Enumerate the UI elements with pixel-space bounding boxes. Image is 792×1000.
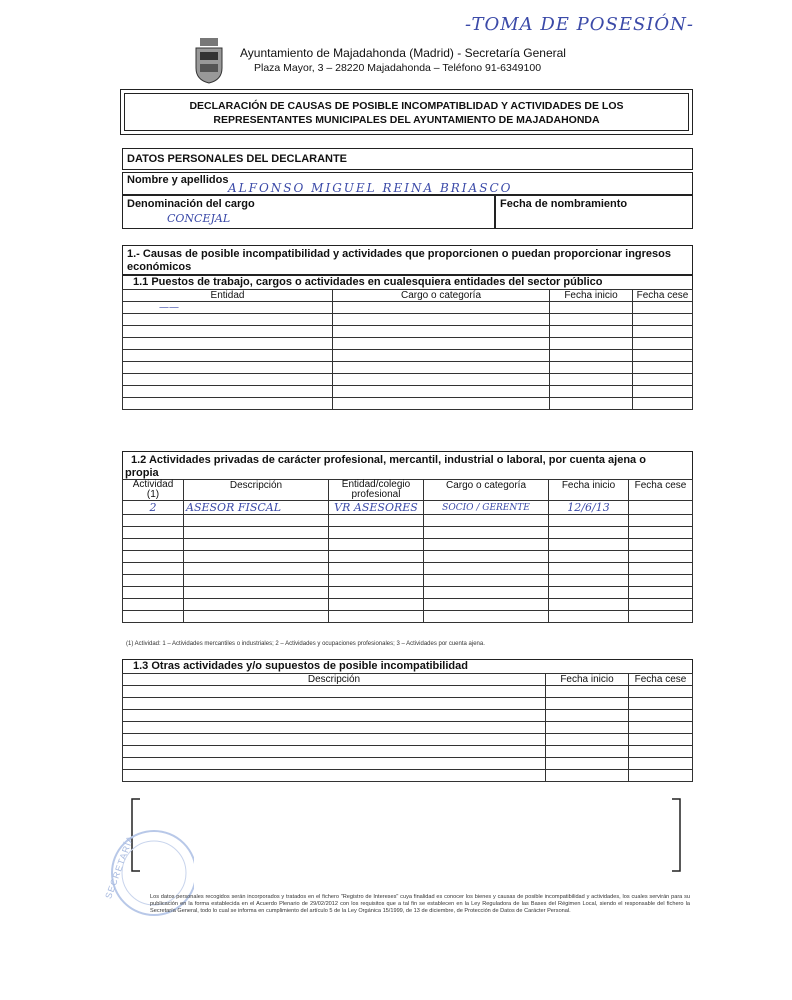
col-descripcion: Descripción [123, 674, 546, 686]
section13-title: 1.3 Otras actividades y/o supuestos de posible incompatibilidad [133, 660, 468, 672]
table-row[interactable] [123, 575, 693, 587]
handwritten-header: -TOMA DE POSESIÓN- [465, 14, 695, 35]
section12-header [122, 451, 693, 479]
stamp-text: SECRETARÍA [103, 833, 136, 901]
table-row[interactable] [123, 587, 693, 599]
col-fecha-cese: Fecha cese [629, 674, 693, 686]
section12-title-line1: 1.2 Actividades privadas de carácter profesional, mercantil, industrial o laboral, por cuenta ajena o [131, 454, 646, 466]
table-row[interactable] [123, 314, 693, 326]
footnote: (1) Actividad: 1 – Actividades mercantiles o industriales; 2 – Actividades y ocupaciones profesionales; 3 – Actividades por cuenta ajena. [126, 641, 485, 647]
legal-notice: Los datos personales recogidos serán incorporados y tratados en el fichero "Registro de Intereses" cuya finalidad es conocer los bienes y causas de posible incompatibilidad y actividades, los cuales servirán para su publicación en la forma establecida en el Acuerdo Plenario de 29/02/2012 con los requisitos que a tal fin se establecen en la Ley Reguladora de las Bases del Régimen Local, siendo el responsable del fichero la Secretaría General, todo lo cual se informa en cumplimiento del artículo 5 de la Ley Orgánica 15/1999, de 13 de diciembre, de Protección de Datos de Carácter Personal. [150, 894, 690, 914]
table-row[interactable] [123, 527, 693, 539]
table-row[interactable] [123, 722, 693, 734]
table-1-2-header [123, 480, 693, 501]
table-row[interactable] [123, 398, 693, 410]
section12-title-line2: propia [125, 467, 159, 479]
table-row[interactable] [123, 326, 693, 338]
cargo-value: CONCEJAL [167, 212, 231, 225]
title-line2: REPRESENTANTES MUNICIPALES DEL AYUNTAMIENTO DE MAJADAHONDA [213, 114, 600, 126]
cargo-field[interactable] [122, 195, 495, 229]
table-row[interactable] [123, 599, 693, 611]
table-row[interactable] [123, 374, 693, 386]
table-row[interactable] [123, 501, 693, 515]
personal-section-header [122, 148, 693, 170]
cargo-label: Denominación del cargo [127, 198, 255, 210]
section11-header [122, 275, 693, 289]
header-line2: Plaza Mayor, 3 – 28220 Majadahonda – Teléfono 91-6349100 [254, 62, 542, 74]
table-row[interactable] [123, 362, 693, 374]
table-row[interactable] [123, 386, 693, 398]
col-fecha-cese: Fecha cese [633, 290, 693, 302]
name-value: ALFONSO MIGUEL REINA BRIASCO [228, 181, 513, 195]
col-entidad: Entidad [123, 290, 333, 302]
personal-section-label: DATOS PERSONALES DEL DECLARANTE [127, 153, 348, 165]
cell-entidad: VR ASESORES [329, 501, 424, 515]
col-fecha-cese: Fecha cese [629, 480, 693, 501]
cell-fecha-inicio: 12/6/13 [549, 501, 629, 515]
table-row[interactable] [123, 563, 693, 575]
col-cargo-categoria: Cargo o categoría [424, 480, 549, 501]
table-row[interactable] [123, 710, 693, 722]
table-row[interactable] [123, 698, 693, 710]
section1-title-line2: económicos [127, 261, 192, 273]
table-row[interactable] [123, 338, 693, 350]
table-1-1-header [123, 290, 693, 302]
name-label: Nombre y apellidos [127, 174, 229, 186]
table-row[interactable] [123, 515, 693, 527]
col-actividad: Actividad (1) [123, 480, 184, 501]
table-row[interactable] [123, 686, 693, 698]
title-line1: DECLARACIÓN DE CAUSAS DE POSIBLE INCOMPATIBLIDAD Y ACTIVIDADES DE LOS [189, 100, 624, 112]
cell-cargo: SOCIO / GERENTE [424, 501, 549, 515]
table-row[interactable] [123, 551, 693, 563]
table-1-3-header [123, 674, 693, 686]
col-cargo: Cargo o categoría [333, 290, 550, 302]
section1-title-line1: 1.- Causas de posible incompatibilidad y actividades que proporcionen o puedan proporcionar ingresos [127, 248, 671, 260]
title-box [120, 89, 693, 135]
table-row[interactable] [123, 539, 693, 551]
fecha-nombramiento-field[interactable] [495, 195, 693, 229]
section1-header [122, 245, 693, 275]
bracket-frame [128, 795, 684, 875]
header-line1: Ayuntamiento de Majadahonda (Madrid) - Secretaría General [240, 46, 566, 60]
table-1-3 [122, 673, 693, 782]
table-row[interactable] [123, 770, 693, 782]
dash-mark: —— [159, 302, 179, 313]
col-descripcion: Descripción [184, 480, 329, 501]
col-fecha-inicio: Fecha inicio [550, 290, 633, 302]
cell-descripcion: ASESOR FISCAL [184, 501, 329, 515]
section11-title: 1.1 Puestos de trabajo, cargos o actividades en cualesquiera entidades del sector público [133, 276, 603, 288]
table-1-2 [122, 479, 693, 623]
col-fecha-inicio: Fecha inicio [546, 674, 629, 686]
table-row[interactable] [123, 302, 693, 314]
cell-actividad: 2 [123, 501, 184, 515]
table-row[interactable] [123, 611, 693, 623]
table-row[interactable] [123, 758, 693, 770]
section13-header [122, 659, 693, 673]
table-row[interactable] [123, 746, 693, 758]
name-field[interactable] [122, 172, 693, 195]
table-row[interactable] [123, 734, 693, 746]
col-entidad-colegio: Entidad/colegio profesional [329, 480, 424, 501]
col-fecha-inicio: Fecha inicio [549, 480, 629, 501]
table-row[interactable] [123, 350, 693, 362]
fecha-nombramiento-label: Fecha de nombramiento [500, 198, 628, 210]
table-1-1 [122, 289, 693, 410]
coat-of-arms-logo [192, 36, 226, 84]
